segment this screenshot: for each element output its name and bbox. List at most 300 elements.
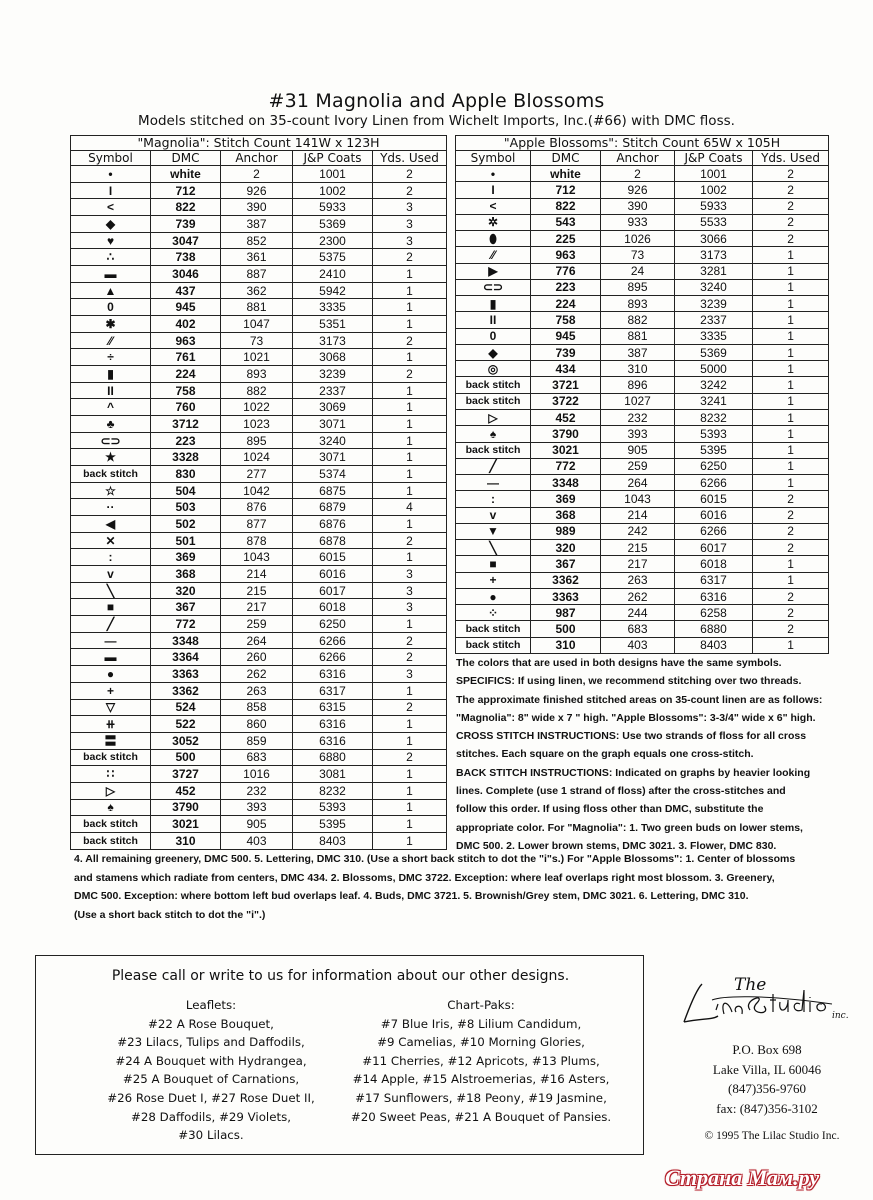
leaflet-item: #26 Rose Duet I, #27 Rose Duet II,: [107, 1090, 315, 1105]
cell-jp-coats: 6266: [293, 632, 373, 649]
cell-symbol: back stitch: [456, 393, 531, 409]
cell-dmc: 501: [151, 532, 221, 549]
table-row: [456, 637, 829, 653]
table-row: [456, 279, 829, 295]
cell-anchor: 860: [221, 716, 293, 733]
leaflets-list: [81, 996, 341, 1145]
cell-dmc: 3790: [531, 426, 601, 442]
leaflet-item: #25 A Bouquet of Carnations,: [122, 1072, 300, 1087]
cell-anchor: 260: [221, 649, 293, 666]
cell-dmc: 504: [151, 482, 221, 499]
header-anchor: Anchor: [221, 151, 293, 166]
cell-dmc: 712: [151, 182, 221, 199]
cell-symbol: +: [71, 682, 151, 699]
cell-dmc: 502: [151, 516, 221, 533]
cell-jp-coats: 8403: [675, 637, 753, 653]
cell-jp-coats: 6266: [293, 649, 373, 666]
cell-dmc: 758: [531, 312, 601, 328]
table-row: [456, 523, 829, 539]
cell-jp-coats: 5374: [293, 466, 373, 483]
header-symbol: Symbol: [456, 151, 531, 166]
cell-anchor: 852: [221, 232, 293, 249]
cell-anchor: 390: [601, 198, 675, 214]
cell-yds-used: 2: [753, 198, 829, 214]
cell-dmc: 3021: [531, 442, 601, 458]
cell-yds-used: 2: [753, 507, 829, 523]
other-designs-box: [35, 955, 644, 1155]
cell-jp-coats: 5395: [675, 442, 753, 458]
cell-yds-used: 2: [753, 605, 829, 621]
cell-yds-used: 2: [373, 532, 447, 549]
cell-jp-coats: 5942: [293, 282, 373, 299]
cell-jp-coats: 1002: [675, 182, 753, 198]
cell-jp-coats: 3068: [293, 349, 373, 366]
cell-anchor: 73: [221, 332, 293, 349]
cell-anchor: 1021: [221, 349, 293, 366]
cell-symbol: :: [71, 549, 151, 566]
cell-anchor: 264: [601, 475, 675, 491]
cell-jp-coats: 3240: [675, 279, 753, 295]
cell-symbol: back stitch: [71, 749, 151, 766]
instruction-line: CROSS STITCH INSTRUCTIONS: Use two strands of floss for all cross: [456, 730, 807, 743]
cell-anchor: 214: [601, 507, 675, 523]
cell-symbol: ♠: [71, 799, 151, 816]
table-row: [456, 458, 829, 474]
cell-symbol: ▬: [71, 266, 151, 283]
header-anchor: Anchor: [601, 151, 675, 166]
leaflet-item: #30 Lilacs.: [178, 1128, 244, 1143]
table-row: [71, 699, 447, 716]
cell-yds-used: 1: [373, 616, 447, 633]
table-row: [456, 247, 829, 263]
cell-dmc: 772: [151, 616, 221, 633]
table-row: [71, 832, 447, 849]
cell-jp-coats: 6316: [675, 588, 753, 604]
cell-dmc: 830: [151, 466, 221, 483]
cell-yds-used: 2: [373, 699, 447, 716]
cell-symbol: v: [71, 566, 151, 583]
table-row: [456, 166, 829, 182]
cell-dmc: 452: [151, 782, 221, 799]
table-row: [456, 231, 829, 247]
instruction-line: (Use a short back stitch to dot the "i".): [74, 908, 266, 921]
cell-jp-coats: 8403: [293, 832, 373, 849]
cell-jp-coats: 3239: [675, 296, 753, 312]
cell-yds-used: 2: [753, 166, 829, 182]
leaflets-title: Leaflets:: [185, 998, 237, 1012]
cell-yds-used: 1: [373, 816, 447, 833]
cell-dmc: 452: [531, 409, 601, 425]
cell-symbol: ●: [71, 666, 151, 683]
cell-dmc: 772: [531, 458, 601, 474]
cell-jp-coats: 2337: [293, 382, 373, 399]
table-row: [456, 426, 829, 442]
cell-symbol: ▷: [456, 409, 531, 425]
cell-anchor: 926: [601, 182, 675, 198]
chart-pak-item: #20 Sweet Peas, #21 A Bouquet of Pansies.: [350, 1109, 612, 1124]
cell-dmc: white: [531, 166, 601, 182]
cell-dmc: 3328: [151, 449, 221, 466]
cell-jp-coats: 6018: [675, 556, 753, 572]
cell-yds-used: 1: [753, 328, 829, 344]
table-row: [456, 409, 829, 425]
cell-symbol: ♠: [456, 426, 531, 442]
cell-anchor: 263: [221, 682, 293, 699]
cell-anchor: 387: [221, 216, 293, 233]
cell-jp-coats: 3173: [675, 247, 753, 263]
cell-symbol: ■: [71, 599, 151, 616]
cell-jp-coats: 3173: [293, 332, 373, 349]
chart-pak-item: #14 Apple, #15 Alstroemerias, #16 Asters,: [352, 1072, 610, 1087]
cell-dmc: 3046: [151, 266, 221, 283]
cell-anchor: 895: [221, 432, 293, 449]
lilac-studio-logo-graphic: [672, 970, 862, 1040]
cell-jp-coats: 3281: [675, 263, 753, 279]
cell-symbol: ⊂⊃: [71, 432, 151, 449]
cell-jp-coats: 6266: [675, 475, 753, 491]
cell-symbol: 0: [456, 328, 531, 344]
cell-anchor: 1023: [221, 416, 293, 433]
cell-anchor: 262: [221, 666, 293, 683]
table-row: [71, 399, 447, 416]
cell-anchor: 1022: [221, 399, 293, 416]
cell-dmc: 3363: [151, 666, 221, 683]
cell-yds-used: 1: [753, 312, 829, 328]
table-row: [71, 216, 447, 233]
cell-jp-coats: 5395: [293, 816, 373, 833]
cell-jp-coats: 5000: [675, 361, 753, 377]
cell-dmc: 739: [151, 216, 221, 233]
cell-anchor: 244: [601, 605, 675, 621]
chart-pak-item: #7 Blue Iris, #8 Lilium Candidum,: [380, 1016, 582, 1031]
cell-symbol: ☆: [71, 482, 151, 499]
cell-symbol: ▼: [456, 523, 531, 539]
cell-anchor: 933: [601, 214, 675, 230]
cell-symbol: 〓: [71, 732, 151, 749]
cell-yds-used: 3: [373, 566, 447, 583]
cell-dmc: 3052: [151, 732, 221, 749]
table-row: [456, 540, 829, 556]
cell-jp-coats: 6250: [675, 458, 753, 474]
table-row: [456, 296, 829, 312]
cell-dmc: 368: [151, 566, 221, 583]
table-row: [71, 766, 447, 783]
cell-jp-coats: 3239: [293, 366, 373, 383]
cell-symbol: •: [71, 166, 151, 183]
cell-symbol: ··: [71, 499, 151, 516]
cell-dmc: 987: [531, 605, 601, 621]
cell-yds-used: 1: [753, 247, 829, 263]
cell-yds-used: 2: [753, 523, 829, 539]
cell-yds-used: 2: [753, 540, 829, 556]
cell-dmc: 543: [531, 214, 601, 230]
cell-symbol: ✱: [71, 316, 151, 333]
cell-anchor: 858: [221, 699, 293, 716]
instruction-line: BACK STITCH INSTRUCTIONS: Indicated on graphs by heavier looking: [456, 766, 811, 779]
header-symbol: Symbol: [71, 151, 151, 166]
cell-symbol: •: [456, 166, 531, 182]
cell-symbol: ▮: [71, 366, 151, 383]
cell-anchor: 877: [221, 516, 293, 533]
cell-symbol: ╲: [456, 540, 531, 556]
cell-dmc: 369: [531, 491, 601, 507]
cell-anchor: 263: [601, 572, 675, 588]
company-address: [672, 1040, 862, 1118]
cell-yds-used: 1: [753, 263, 829, 279]
cell-dmc: 761: [151, 349, 221, 366]
logo-the-text: The: [734, 975, 767, 995]
cell-jp-coats: 3242: [675, 377, 753, 393]
cell-yds-used: 1: [753, 344, 829, 360]
table-row: [71, 616, 447, 633]
header-dmc: DMC: [531, 151, 601, 166]
table-row: [71, 782, 447, 799]
cell-symbol: ^: [71, 399, 151, 416]
cell-symbol: ⬮: [456, 231, 531, 247]
cell-yds-used: 2: [373, 166, 447, 183]
table-row: [71, 582, 447, 599]
cell-yds-used: 1: [753, 458, 829, 474]
cell-symbol: I: [71, 182, 151, 199]
cell-yds-used: 1: [373, 516, 447, 533]
cell-anchor: 362: [221, 282, 293, 299]
cell-jp-coats: 6880: [675, 621, 753, 637]
cell-symbol: ♣: [71, 416, 151, 433]
cell-anchor: 262: [601, 588, 675, 604]
instruction-line: SPECIFICS: If using linen, we recommend stitching over two threads.: [456, 675, 802, 688]
cell-dmc: 3362: [531, 572, 601, 588]
lilac-studio-logo: [672, 970, 862, 1040]
page-title: #31 Magnolia and Apple Blossoms: [268, 90, 605, 112]
watermark: Страна Мам.ру: [665, 1165, 820, 1190]
cell-anchor: 1042: [221, 482, 293, 499]
cell-yds-used: 1: [753, 556, 829, 572]
cell-anchor: 310: [601, 361, 675, 377]
table-row: [456, 344, 829, 360]
table-row: [456, 572, 829, 588]
cell-dmc: 224: [531, 296, 601, 312]
cell-yds-used: 1: [373, 682, 447, 699]
table-row: [71, 232, 447, 249]
cell-jp-coats: 8232: [675, 409, 753, 425]
cell-symbol: —: [456, 475, 531, 491]
cell-yds-used: 2: [373, 366, 447, 383]
table-row: [456, 491, 829, 507]
cell-anchor: 2: [601, 166, 675, 182]
cell-anchor: 683: [601, 621, 675, 637]
magnolia-color-key-table: [70, 135, 447, 850]
cell-symbol: ✕: [71, 532, 151, 549]
cell-yds-used: 1: [753, 393, 829, 409]
cell-yds-used: 1: [753, 637, 829, 653]
cell-dmc: 712: [531, 182, 601, 198]
cell-symbol: ╱: [456, 458, 531, 474]
table-row: [71, 816, 447, 833]
table-row: [71, 416, 447, 433]
cell-symbol: back stitch: [456, 637, 531, 653]
cell-dmc: 500: [151, 749, 221, 766]
cell-anchor: 683: [221, 749, 293, 766]
cell-jp-coats: 3240: [293, 432, 373, 449]
cell-symbol: ÷: [71, 349, 151, 366]
cell-anchor: 859: [221, 732, 293, 749]
table-row: [456, 182, 829, 198]
cell-dmc: 738: [151, 249, 221, 266]
cell-jp-coats: 5369: [293, 216, 373, 233]
instruction-line: appropriate color. For "Magnolia": 1. Two green buds on lower stems,: [456, 821, 803, 834]
cell-anchor: 1016: [221, 766, 293, 783]
cell-yds-used: 1: [373, 416, 447, 433]
chart-paks-title: Chart-Paks:: [447, 998, 515, 1012]
table-row: [71, 666, 447, 683]
cell-symbol: ⁄⁄: [456, 247, 531, 263]
cell-symbol: ∴: [71, 249, 151, 266]
cell-dmc: 368: [531, 507, 601, 523]
cell-jp-coats: 6316: [293, 716, 373, 733]
cell-symbol: ■: [456, 556, 531, 572]
instructions-right: [456, 654, 836, 855]
address-line: Lake Villa, IL 60046: [712, 1061, 822, 1077]
cell-anchor: 73: [601, 247, 675, 263]
cell-dmc: 224: [151, 366, 221, 383]
cell-anchor: 882: [601, 312, 675, 328]
cell-dmc: 3363: [531, 588, 601, 604]
cell-jp-coats: 3069: [293, 399, 373, 416]
cell-jp-coats: 6317: [675, 572, 753, 588]
table-row: [71, 632, 447, 649]
apple-blossoms-color-key-table: [455, 135, 829, 654]
cell-symbol: back stitch: [456, 442, 531, 458]
cell-jp-coats: 6258: [675, 605, 753, 621]
page-subtitle: Models stitched on 35-count Ivory Linen from Wichelt Imports, Inc.(#66) with DMC floss.: [138, 113, 735, 129]
address-line: P.O. Box 698: [732, 1042, 802, 1057]
table-row: [71, 599, 447, 616]
table-row: [71, 749, 447, 766]
table-row: [456, 588, 829, 604]
table-row: [71, 549, 447, 566]
cell-yds-used: 3: [373, 582, 447, 599]
cell-anchor: 895: [601, 279, 675, 295]
cell-dmc: 3362: [151, 682, 221, 699]
table-row: [71, 316, 447, 333]
cell-dmc: 3348: [151, 632, 221, 649]
cell-dmc: 945: [531, 328, 601, 344]
cell-jp-coats: 3071: [293, 449, 373, 466]
cell-jp-coats: 6016: [675, 507, 753, 523]
leaflet-item: #23 Lilacs, Tulips and Daffodils,: [117, 1035, 305, 1050]
cell-yds-used: 1: [373, 349, 447, 366]
cell-jp-coats: 6017: [293, 582, 373, 599]
cell-symbol: ♥: [71, 232, 151, 249]
cell-dmc: white: [151, 166, 221, 183]
leaflet-item: #24 A Bouquet with Hydrangea,: [115, 1053, 307, 1068]
cell-anchor: 232: [601, 409, 675, 425]
cell-anchor: 876: [221, 499, 293, 516]
cell-jp-coats: 1002: [293, 182, 373, 199]
cell-jp-coats: 6875: [293, 482, 373, 499]
table-row: [456, 393, 829, 409]
copyright-notice: © 1995 The Lilac Studio Inc.: [704, 1130, 840, 1142]
cell-symbol: ★: [71, 449, 151, 466]
cell-jp-coats: 1001: [293, 166, 373, 183]
table-row: [456, 198, 829, 214]
table-row: [71, 716, 447, 733]
header-yds-used: Yds. Used: [753, 151, 829, 166]
cell-symbol: ⁘: [456, 605, 531, 621]
cell-dmc: 963: [151, 332, 221, 349]
cell-yds-used: 2: [373, 632, 447, 649]
cell-yds-used: 4: [373, 499, 447, 516]
cell-dmc: 320: [531, 540, 601, 556]
cell-anchor: 1024: [221, 449, 293, 466]
table-row: [71, 349, 447, 366]
instructions-bottom: [74, 850, 844, 924]
cell-anchor: 926: [221, 182, 293, 199]
cell-jp-coats: 2300: [293, 232, 373, 249]
table-row: [71, 182, 447, 199]
cell-jp-coats: 3081: [293, 766, 373, 783]
cell-jp-coats: 5393: [675, 426, 753, 442]
cell-anchor: 264: [221, 632, 293, 649]
cell-yds-used: 2: [373, 249, 447, 266]
cell-symbol: ◆: [71, 216, 151, 233]
cell-symbol: ▲: [71, 282, 151, 299]
cell-symbol: back stitch: [71, 816, 151, 833]
cell-jp-coats: 3241: [675, 393, 753, 409]
cell-dmc: 822: [531, 198, 601, 214]
header-dmc: DMC: [151, 151, 221, 166]
cell-jp-coats: 6015: [675, 491, 753, 507]
table-row: [71, 499, 447, 516]
cell-yds-used: 1: [373, 266, 447, 283]
cell-dmc: 822: [151, 199, 221, 216]
table-row: [456, 214, 829, 230]
cell-symbol: 0: [71, 299, 151, 316]
cell-symbol: ●: [456, 588, 531, 604]
cell-jp-coats: 3335: [675, 328, 753, 344]
chart-pak-item: #9 Camelias, #10 Morning Glories,: [377, 1035, 585, 1050]
cell-symbol: I: [456, 182, 531, 198]
table-row: [456, 556, 829, 572]
header-jp-coats: J&P Coats: [675, 151, 753, 166]
cell-dmc: 369: [151, 549, 221, 566]
cell-jp-coats: 2337: [675, 312, 753, 328]
cell-symbol: ▽: [71, 699, 151, 716]
cell-symbol: ◀: [71, 516, 151, 533]
cell-yds-used: 1: [373, 732, 447, 749]
instruction-line: follow this order. If using floss other than DMC, substitute the: [456, 803, 764, 816]
cell-jp-coats: 6316: [293, 732, 373, 749]
cell-dmc: 3364: [151, 649, 221, 666]
cell-anchor: 214: [221, 566, 293, 583]
cell-jp-coats: 6315: [293, 699, 373, 716]
instruction-line: "Magnolia": 8" wide x 7 " high. "Apple Blossoms": 3-3/4" wide x 6" high.: [456, 711, 816, 724]
table-row: [71, 249, 447, 266]
logo-inc-text: inc.: [832, 1011, 849, 1021]
cell-anchor: 24: [601, 263, 675, 279]
cell-dmc: 367: [531, 556, 601, 572]
cell-anchor: 259: [601, 458, 675, 474]
instruction-line: The colors that are used in both designs have the same symbols.: [456, 657, 782, 669]
table-row: [456, 605, 829, 621]
cell-yds-used: 3: [373, 599, 447, 616]
cell-dmc: 320: [151, 582, 221, 599]
cell-anchor: 217: [601, 556, 675, 572]
cell-jp-coats: 1001: [675, 166, 753, 182]
chart-paks-list: [341, 996, 621, 1126]
cell-jp-coats: 8232: [293, 782, 373, 799]
table-row: [71, 732, 447, 749]
